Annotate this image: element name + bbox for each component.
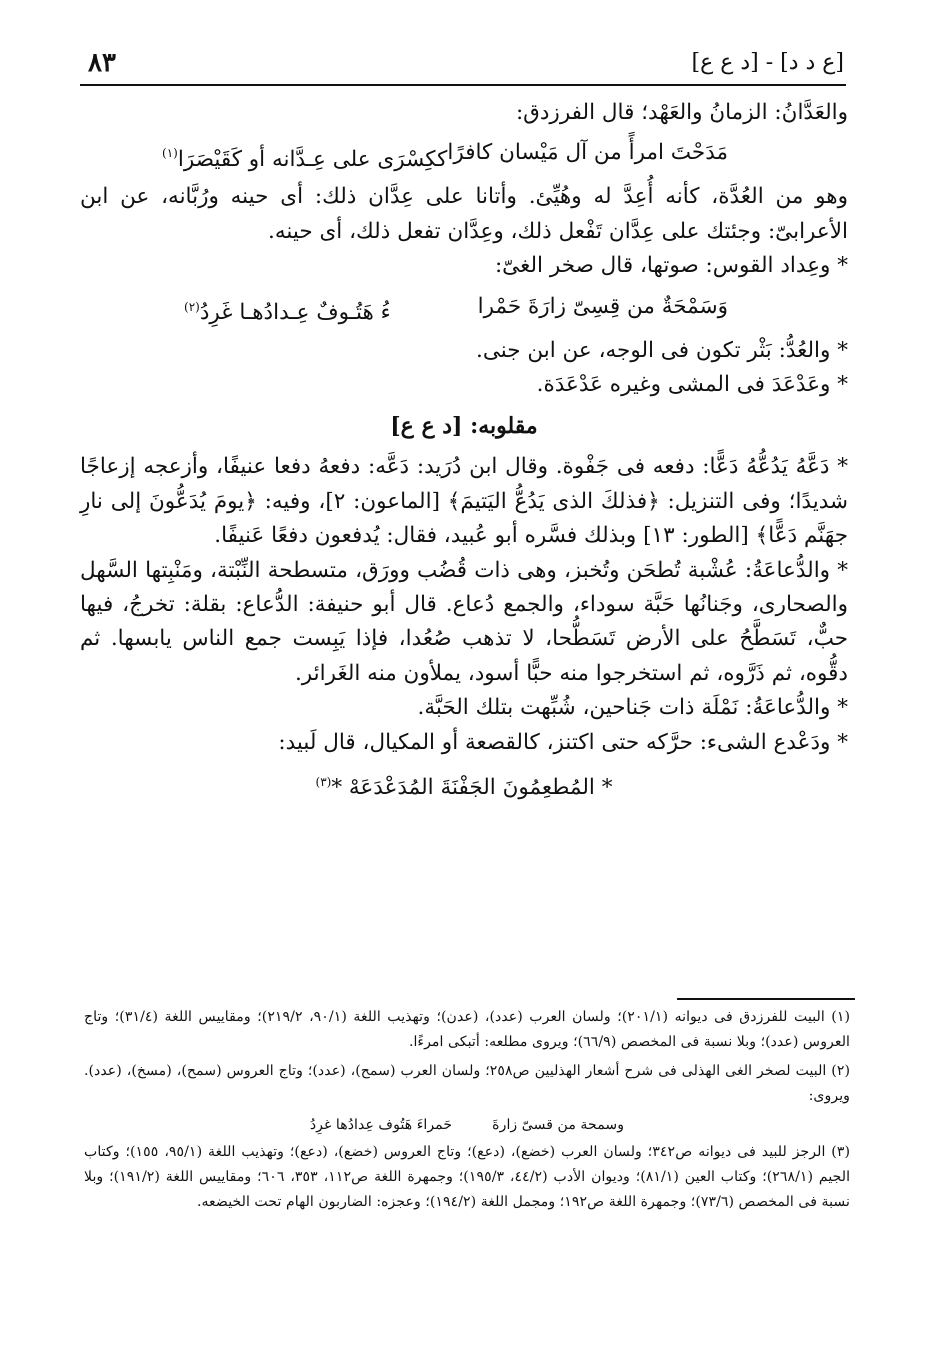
verse-2-first-hemistich: وَسَمْحَةٌ من قِسِىّ زارَةَ حَمْرا [477,293,728,319]
verse-1-second-hemistich [162,130,447,180]
verse-3-text: * المُطعِمُونَ الجَفْنَةَ المُدَعْدَعَهْ * [331,775,613,801]
verse-2-second-text: ءُ هَتُـوفٌ عِـدادُهـا غَرِدُ [199,299,391,325]
paragraph: * والدُّعاعَةُ: عُشْبة تُطحَن وتُخبز، وهى ذات قُضُب وورَق، متسطحة النِّبْتة، ومَنْبِتها السَّهل والصحارى، وجَنانُها حَبَّة سوداء، والجمع دُعاع. قال أبو حنيفة: الدُّعاع: بقلة: تخرجُ، فيها حبٌّ، تَسَطَّحُ على الأرض تَسَطُّحا، لا تذهب صُعُدا، فإذا يَبِست جمع الناس يابسها. ثم دقُّوه، ثم ذَرَّوه، ثم استخرجوا منه حبًّا أسود، يملأون منه الغَرائر. [80,557,848,686]
verse-1 [162,130,728,180]
page-number: ٨٣ [88,48,116,78]
footnote-2: (٢) البيت لصخر الغى الهذلى فى شرح أشعار الهذليين ص٢٥٨؛ ولسان العرب (سمح)، (عدد)؛ وتاج العروس (سمح)، (مسخ)، (عدد). ويروى: [84,1063,850,1104]
paragraph: * والعُدُّ: بَثْر تكون فى الوجه، عن ابن جنى. [476,337,848,363]
verse-2 [184,284,728,334]
text-line: والعَدَّانُ: الزمانُ والعَهْد؛ قال الفرزدق: [515,100,848,125]
footnote-2-verse [84,1113,850,1138]
verse-3 [80,760,848,810]
footnote-2-verse-second: حَمراءَ هَتُوف عِدادُها غرِدُ [309,1117,453,1133]
verse-1-first-hemistich: مَدَحْتَ امرأً من آل مَيْسان كافرًا [447,140,728,166]
footnote-1: (١) البيت للفرزدق فى ديوانه (٢٠١/١)؛ ولسان العرب (عدد)، (عدن)؛ وتهذيب اللغة (٩٠/١، ٢١٩/٢)؛ ومقاييس اللغة (٣١/٤)؛ وتاج العروس (عدد)؛ وبلا نسبة فى المخصص (٦٦/٩)؛ ويروى مطلعه: أتبكى امرءًا. [84,1009,850,1050]
section-heading: مقلوبه: [د ع ع] [390,413,538,440]
footnote-ref-2: (٢) [184,299,200,314]
paragraph: * دَعَّهُ يَدُعُّهُ دَعًّا: دفعه فى جَفْوة. وقال ابن دُرَيد: دَعَّه: دفعهُ دفعا عنيفًا، وأزعجه إزعاجًا شديدًا؛ وفى التنزيل: ﴿فذلكَ الذى يَدُعُّ اليَتيمَ﴾ [الماعون: ٢]، وفيه: ﴿يومَ يُدَعُّونَ إلى نارِ جهَنَّم دَعًّا﴾ [الطور: ١٣] وبذلك فسَّره أبو عُبيد، فقال: يُدفعون دفعًا عَنيفًا. [80,454,849,549]
running-title: [ع د د] - [د ع ع] [691,50,844,75]
paragraph: وهو من العُدَّة، كأنه أُعِدَّ له وهُيِّئ. وأتانا على عِدَّان ذلك: أى حينه ورُبَّانه، عن ابن الأعرابىّ: وجئتك على عِدَّان تَفْعل ذلك، وعِدَّان تفعل ذلك، أى حينه. [80,184,848,244]
main-text [80,96,848,810]
paragraph: * والدُّعاعَةُ: نَمْلَة ذات جَناحين، شُبِّهت بتلك الحَبَّة. [417,695,848,721]
footnote-2-verse-first: وسمحة من قسىّ زارةَ [492,1117,625,1133]
footnote-separator [677,998,855,1000]
footnote-ref-3: (٣) [315,775,332,790]
footnotes [84,1005,850,1219]
page-header [80,44,846,86]
footnote-ref-1: (١) [162,146,178,161]
footnote-3: (٣) الرجز للبيد فى ديوانه ص٣٤٢؛ ولسان العرب (خضع)، (دعع)؛ وتاج العروس (خضع)، (دعع)؛ وتهذيب اللغة (٩٥/١، ١٥٥)؛ وكتاب الجيم (٢٦٨/١)؛ وكتاب العين (٨١/١)؛ وديوان الأدب (٤٤/٢، ١٩٥/٣)؛ وجمهرة اللغة ص١١٢، ٣٥٣، ٦٠٦؛ ومقاييس اللغة (١٩١/٢)؛ وبلا نسبة فى المخصص (٧٣/٦)؛ وجمهرة اللغة ص١٩٢؛ ومجمل اللغة (١٩٤/٢)؛ وعجزه: الضاربون الهام تحت الخيضعه. [84,1144,851,1210]
paragraph: * وعَدْعَدَ فى المشى وغيره عَدْعَدَة. [536,372,848,398]
paragraph: * ودَعْدع الشىء: حرَّكه حتى اكتنز، كالقصعة أو المكيال، قال لَبيد: [278,729,848,755]
verse-1-second-text: ككِسْرَى على عِـدَّانه أو كَقَيْصَرَا [177,146,448,172]
paragraph: * وعِداد القوس: صوتها، قال صخر الغىّ: [494,253,848,279]
verse-2-second-hemistich [184,284,391,334]
